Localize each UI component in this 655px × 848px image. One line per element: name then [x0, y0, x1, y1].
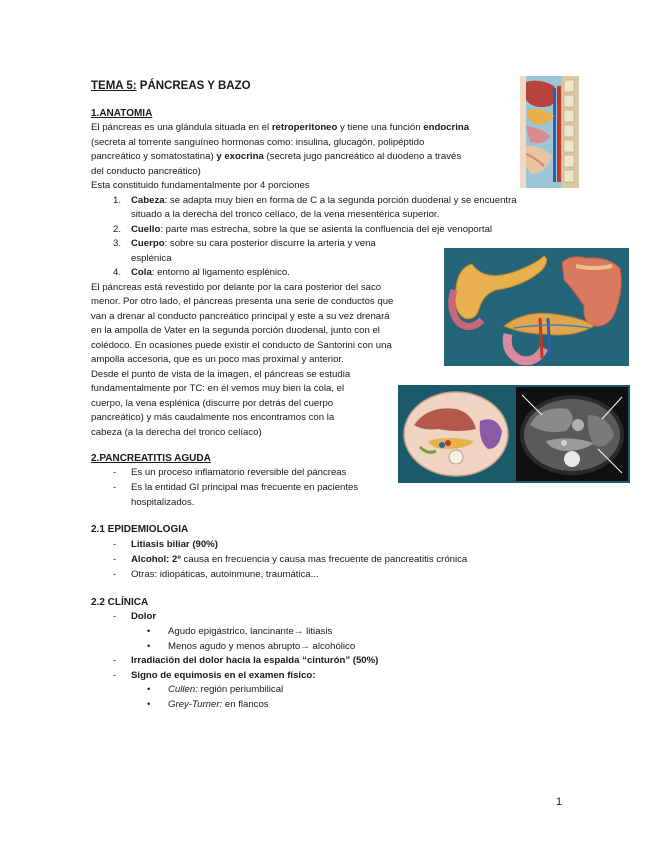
list-item-number: 3. [113, 238, 122, 249]
page-number: 1 [556, 796, 563, 808]
list-item-number: 1. [113, 194, 122, 206]
dash-marker: - [113, 611, 117, 622]
section-heading-anatomia: 1.ANATOMIA [91, 108, 153, 119]
list-item-number: 2. [113, 223, 122, 235]
section-heading-epidemiologia: 2.1 EPIDEMIOLOGIA [91, 524, 189, 535]
section-heading-pancreatitis: 2.PANCREATITIS AGUDA [91, 453, 211, 464]
sub-list-item: Cullen: región periumbilical [168, 684, 284, 695]
bullet-marker: • [147, 684, 151, 695]
paragraph-line: van a drenar al conducto pancreático principal y este a su vez drenará [91, 310, 390, 322]
paragraph-line: Desde el punto de vista de la imagen, el páncreas se estudia [91, 368, 351, 380]
list-item-continuation: esplénica [131, 252, 172, 264]
bullet-marker: • [147, 698, 151, 710]
section-heading-clinica: 2.2 CLÍNICA [91, 597, 149, 608]
sub-list-item: Agudo epigástrico, lancinante→ litiasis [168, 626, 333, 637]
paragraph-line: en la ampolla de Vater en la segunda porción duodenal, junto con el [91, 325, 380, 336]
bullet-marker: • [147, 640, 151, 652]
list-item: Signo de equimosis en el examen físico: [131, 669, 316, 681]
list-item: Cuello: parte mas estrecha, sobre la que se asienta la confluencia del eje venoportal [131, 223, 493, 235]
list-item-continuation: situado a la derecha del tronco celíaco, de la vena mesentérica superior. [131, 209, 440, 220]
dash-marker: - [113, 539, 117, 550]
paragraph-line: cabeza (a la derecha del tronco celíaco) [91, 426, 262, 438]
paragraph-line: menor. Por otro lado, el páncreas presenta una serie de conductos que [91, 296, 394, 307]
dash-marker: - [113, 467, 117, 478]
paragraph-line: pancreático y somatostatina) y exocrina (secreta jugo pancreático al duodeno a través [91, 151, 462, 162]
paragraph-line: fundamentalmente por TC: en él vemos muy bien la cola, el [91, 383, 345, 394]
list-item: Dolor [131, 611, 157, 622]
list-item: Otras: idiopáticas, autoinmune, traumática... [131, 569, 319, 580]
list-item: Es un proceso inflamatorio reversible del páncreas [131, 467, 347, 478]
list-item-continuation: hospitalizados. [131, 496, 195, 508]
sub-list-item: Menos agudo y menos abrupto→ alcohólico [168, 640, 356, 652]
dash-marker: - [113, 554, 117, 565]
paragraph-line: Esta constituido fundamentalmente por 4 porciones [91, 180, 310, 191]
list-item: Alcohol: 2º causa en frecuencia y causa mas frecuente de pancreatitis crónica [131, 554, 468, 565]
list-item-number: 4. [113, 267, 122, 278]
list-item: Irradiación del dolor hacia la espalda “cinturón” (50%) [131, 655, 379, 666]
list-item: Litiasis biliar (90%) [131, 539, 218, 550]
bullet-marker: • [147, 626, 151, 637]
page-title: TEMA 5: PÁNCREAS Y BAZO [91, 80, 251, 92]
list-item: Cabeza: se adapta muy bien en forma de C a la segunda porción duodenal y se encuentra [131, 194, 517, 206]
paragraph-line: pancreático) y más caudalmente nos encontramos con la [91, 412, 335, 423]
paragraph-line: El páncreas es una glándula situada en el retroperitoneo y tiene una función endocrina [91, 122, 470, 133]
paragraph-line: del conducto pancreático) [91, 165, 201, 177]
paragraph-line: ampolla accesoria, que es un poco mas proximal y anterior. [91, 354, 344, 365]
list-item: Cola: entorno al ligamento esplénico. [131, 267, 290, 278]
paragraph-line: (secreta al torrente sanguíneo hormonas como: insulina, glucagón, polipéptido [91, 136, 425, 148]
pancreas-illustration [444, 248, 629, 366]
sagittal-anatomy-illustration [520, 76, 579, 188]
list-item: Cuerpo: sobre su cara posterior discurre la arteria y vena [131, 238, 376, 249]
dash-marker: - [113, 655, 117, 666]
dash-marker: - [113, 569, 117, 580]
paragraph-line: El páncreas está revestido por delante por la cara posterior del saco [91, 281, 382, 293]
paragraph-line: cuerpo, la vena esplénica (discurre por detrás del cuerpo [91, 397, 334, 409]
list-item: Es la entidad GI principal mas frecuente en pacientes [131, 482, 359, 493]
paragraph-line: colédoco. En ocasiones puede existir el conducto de Santorini con una [91, 339, 392, 351]
ct-scan-figure [398, 385, 630, 483]
sub-list-item: Grey-Turner: en flancos [168, 698, 269, 710]
dash-marker: - [113, 482, 117, 493]
dash-marker: - [113, 669, 117, 681]
